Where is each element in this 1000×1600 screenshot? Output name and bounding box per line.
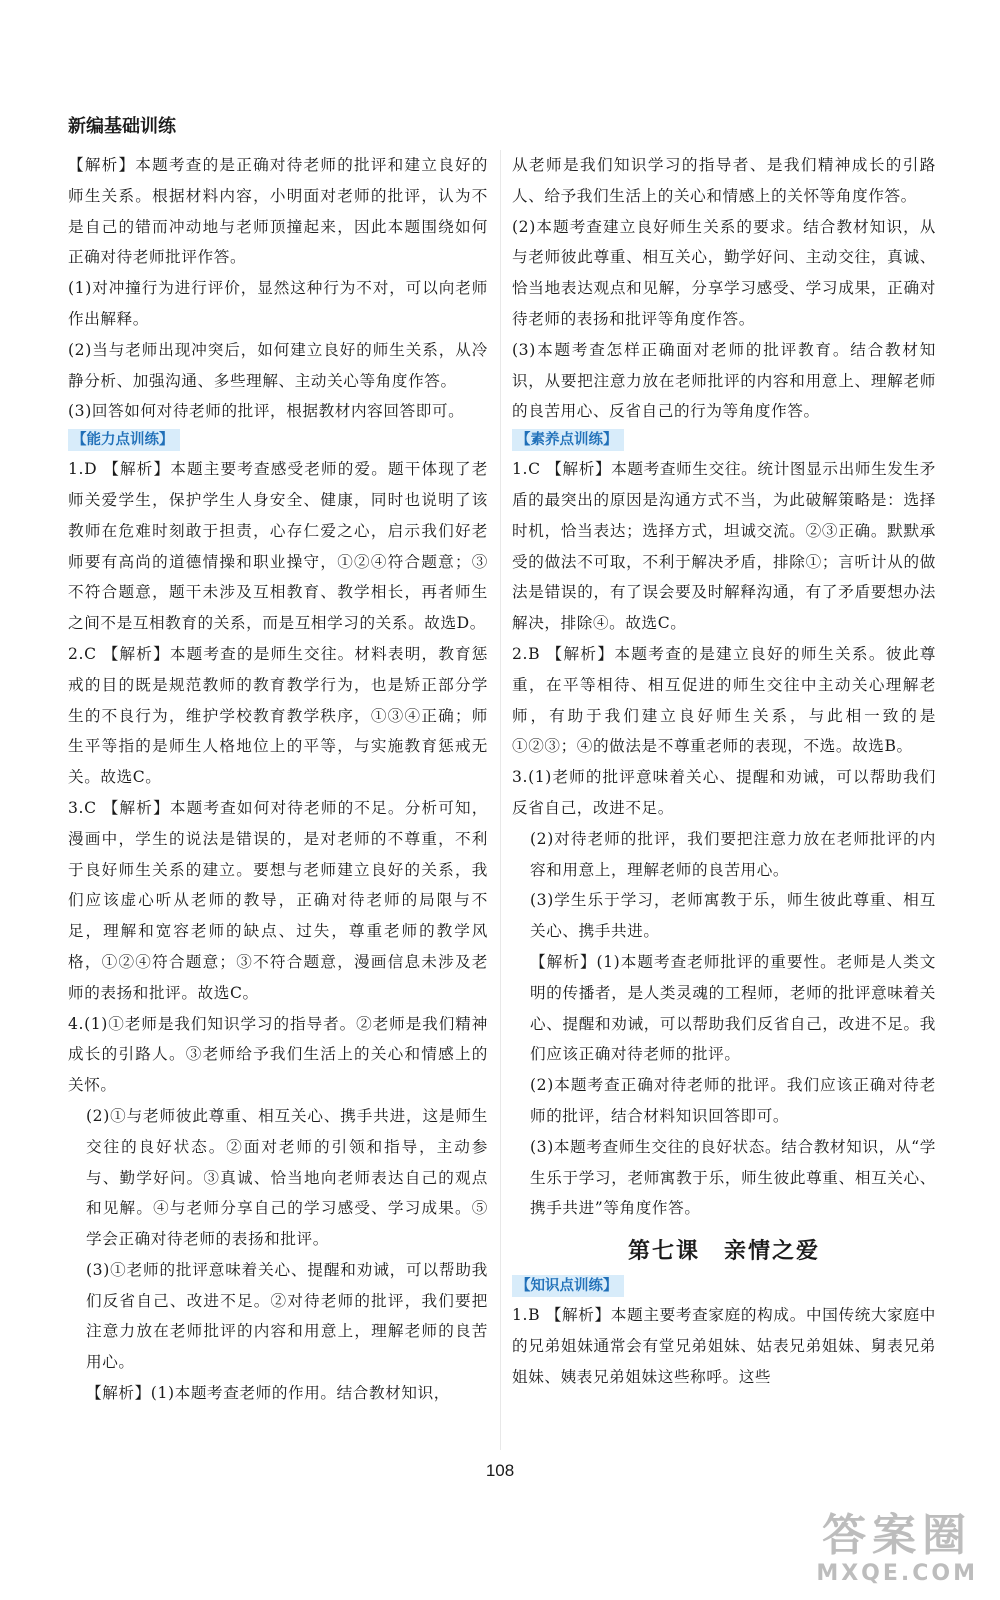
analysis-paragraph: (2)本题考查建立良好师生关系的要求。结合教材知识，从与老师彼此尊重、相互关心，勤学好问、主动交往，真诚、恰当地表达观点和见解，分享学习感受、学习成果，正确对待老师的表扬和批评等角度作答。	[512, 217, 936, 328]
answer-item: 1.B 【解析】本题主要考查家庭的构成。中国传统大家庭中的兄弟姐妹通常会有堂兄弟姐妹、姑表兄弟姐妹、舅表兄弟姐妹、姨表兄弟姐妹这些称呼。这些	[512, 1306, 936, 1386]
left-column	[68, 150, 488, 1409]
analysis-paragraph: 从老师是我们知识学习的指导者、是我们精神成长的引路人、给予我们生活上的关心和情感上的关怀等角度作答。	[512, 156, 936, 205]
lesson-number: 第七课	[627, 1238, 700, 1265]
watermark-site: MXQE.COM	[816, 1561, 978, 1586]
column-divider	[500, 150, 501, 1450]
analysis-paragraph: 【解析】本题考查的是正确对待老师的批评和建立良好的师生关系。根据材料内容，小明面对老师的批评，认为不是自己的错而冲动地与老师顶撞起来，因此本题围绕如何正确对待老师批评作答。	[68, 156, 488, 267]
watermark-logo-text: 答案圈	[822, 1510, 973, 1561]
analysis-paragraph: (3)回答如何对待老师的批评，根据教材内容回答即可。	[68, 402, 465, 421]
lesson-title: 亲情之爱	[724, 1238, 821, 1265]
section-heading-knowledge: 【知识点训练】	[512, 1275, 624, 1297]
answer-subitem: (3)学生乐于学习，老师寓教于乐，师生彼此尊重、相互关心、携手共进。	[530, 891, 936, 941]
answer-item: 2.C 【解析】本题考查的是师生交往。材料表明，教育惩戒的目的既是规范教师的教育教学行为，也是矫正部分学生的不良行为，维护学校教育教学秩序，①③④正确；师生平等指的是师生人格地位上的平等，与实施教育惩戒无关。故选C。	[68, 644, 488, 787]
answer-item: 1.C 【解析】本题考查师生交往。统计图显示出师生发生矛盾的最突出的原因是沟通方式不当，为此破解策略是：选择时机，恰当表达；选择方式，坦诚交流。②③正确。默默承受的做法不可取，不利于解决矛盾，排除①；言听计从的做法是错误的，有了误会要及时解释沟通，有了矛盾要想办法解决，排除④。故选C。	[512, 460, 936, 633]
answer-item: 1.D 【解析】本题主要考查感受老师的爱。题干体现了老师关爱学生，保护学生人身安全、健康，同时也说明了该教师在危难时刻敢于担责，心存仁爱之心，启示我们好老师要有高尚的道德情操和职业操守，①②④符合题意；③不符合题意，题干未涉及互相教育、教学相长，再者师生之间不是互相教育的关系，而是互相学习的关系。故选D。	[68, 460, 488, 633]
answer-item: 2.B 【解析】本题考查的是建立良好的师生关系。彼此尊重，在平等相待、相互促进的师生交往中主动关心理解老师，有助于我们建立良好师生关系，与此相一致的是①②③；④的做法是不尊重老师的表现，不选。故选B。	[512, 644, 936, 756]
answer-item: 3.(1)老师的批评意味着关心、提醒和劝诫，可以帮助我们反省自己，改进不足。	[512, 768, 936, 817]
answer-subitem: (2)本题考查正确对待老师的批评。我们应该正确对待老师的批评，结合材料知识回答即可。	[530, 1076, 936, 1125]
right-column	[512, 150, 936, 1392]
answer-subitem: 【解析】(1)本题考查老师的作用。结合教材知识，	[86, 1384, 450, 1403]
answer-item: 3.C 【解析】本题考查如何对待老师的不足。分析可知，漫画中，学生的说法是错误的，是对老师的不尊重，不利于良好师生关系的建立。要想与老师建立良好的关系，我们应该虚心听从老师的教导，正确对待老师的局限与不足，理解和宽容老师的缺点、过失，尊重老师的教学风格，①②④符合题意；③不符合题意，漫画信息未涉及老师的表扬和批评。故选C。	[68, 798, 488, 1002]
analysis-paragraph: (1)对冲撞行为进行评价，显然这种行为不对，可以向老师作出解释。	[68, 279, 488, 328]
answer-subitem: 【解析】(1)本题考查老师批评的重要性。老师是人类文明的传播者，是人类灵魂的工程师，老师的批评意味着关心、提醒和劝诫，可以帮助我们反省自己，改进不足。我们应该正确对待老师的批评。	[530, 952, 936, 1064]
answer-item: 4.(1)①老师是我们知识学习的指导者。②老师是我们精神成长的引路人。③老师给予我们生活上的关心和情感上的关怀。	[68, 1014, 488, 1095]
section-heading-literacy: 【素养点训练】	[512, 429, 624, 451]
answer-subitem: (3)本题考查师生交往的良好状态。结合教材知识，从“学生乐于学习，老师寓教于乐，师生彼此尊重、相互关心、携手共进”等角度作答。	[530, 1137, 936, 1218]
section-heading-ability: 【能力点训练】	[68, 429, 180, 451]
lesson-heading	[512, 1234, 936, 1265]
answer-subitem: (2)对待老师的批评，我们要把注意力放在老师批评的内容和用意上，理解老师的良苦用心。	[530, 829, 936, 879]
analysis-paragraph: (3)本题考查怎样正确面对老师的批评教育。结合教材知识，从要把注意力放在老师批评的内容和用意上、理解老师的良苦用心、反省自己的行为等角度作答。	[512, 340, 936, 421]
watermark-logo	[816, 1511, 978, 1586]
analysis-paragraph: (2)当与老师出现冲突后，如何建立良好的师生关系，从冷静分析、加强沟通、多些理解、主动关心等角度作答。	[68, 340, 488, 390]
book-series-title: 新编基础训练	[68, 116, 176, 137]
answer-subitem: (3)①老师的批评意味着关心、提醒和劝诫，可以帮助我们反省自己、改进不足。②对待老师的批评，我们要把注意力放在老师批评的内容和用意上，理解老师的良苦用心。	[86, 1260, 488, 1372]
page-number: 108	[485, 1461, 515, 1480]
answer-subitem: (2)①与老师彼此尊重、相互关心、携手共进，这是师生交往的良好状态。②面对老师的引领和指导，主动参与、勤学好问。③真诚、恰当地向老师表达自己的观点和见解。④与老师分享自己的学习感受、学习成果。⑤学会正确对待老师的表扬和批评。	[86, 1106, 488, 1249]
